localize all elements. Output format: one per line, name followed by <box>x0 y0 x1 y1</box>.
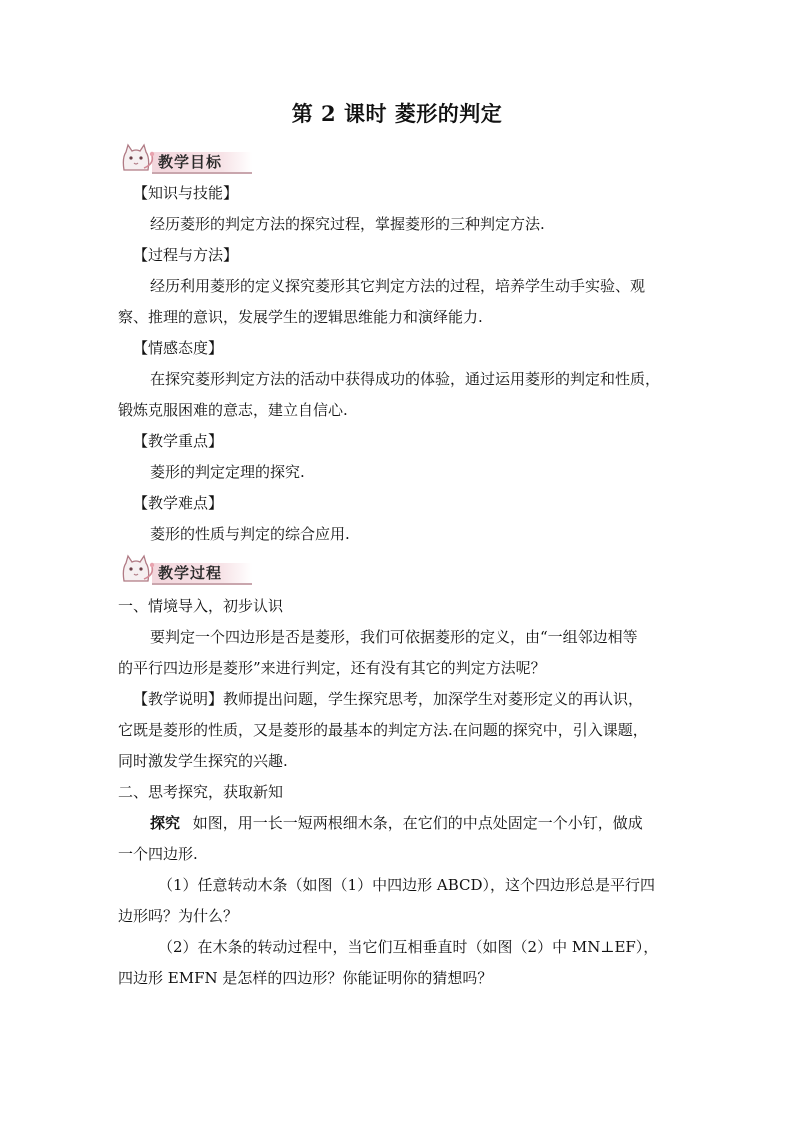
text-line: 在探究菱形判定方法的活动中获得成功的体验，通过运用菱形的判定和性质， <box>150 370 661 388</box>
text-line: 经历菱形的判定方法的探究过程，掌握菱形的三种判定方法. <box>150 215 545 233</box>
section-label-process: 教学过程 <box>158 564 223 582</box>
cat-mascot-icon <box>118 553 158 587</box>
text-line: 一、情境导入，初步认识 <box>118 597 284 615</box>
text-line: 边形吗？为什么？ <box>118 907 239 925</box>
text-line: 察、推理的意识，发展学生的逻辑思维能力和演绎能力. <box>118 308 483 326</box>
text-line: （2）在木条的转动过程中，当它们互相垂直时（如图（2）中 MN⊥EF）， <box>158 938 659 956</box>
text-line: 【情感态度】 <box>133 339 224 357</box>
text-line: 【知识与技能】 <box>133 184 239 202</box>
section-label-goals: 教学目标 <box>158 153 223 171</box>
text-line: （1）任意转动木条（如图（1）中四边形 ABCD），这个四边形总是平行四 <box>158 876 655 894</box>
text-line: 【过程与方法】 <box>133 246 239 264</box>
text-line: 【教学难点】 <box>133 494 224 512</box>
text-line: 【教学说明】教师提出问题，学生探究思考，加深学生对菱形定义的再认识， <box>133 690 644 708</box>
text-line <box>150 813 643 833</box>
text-line: 经历利用菱形的定义探究菱形其它判定方法的过程，培养学生动手实验、观 <box>150 277 646 295</box>
section-header-goals <box>118 142 258 176</box>
text-line: 同时激发学生探究的兴趣. <box>118 752 288 770</box>
explore-text: 如图，用一长一短两根细木条，在它们的中点处固定一个小钉，做成 <box>192 814 643 832</box>
text-line: 一个四边形. <box>118 845 198 863</box>
page-title: 第 2 课时 菱形的判定 <box>291 101 503 126</box>
section-header-process <box>118 553 258 587</box>
text-line: 二、思考探究，获取新知 <box>118 783 284 801</box>
text-line: 菱形的性质与判定的综合应用. <box>150 525 350 543</box>
text-line: 四边形 EMFN 是怎样的四边形？你能证明你的猜想吗？ <box>118 969 493 987</box>
text-line: 菱形的判定定理的探究. <box>150 463 305 481</box>
text-line: 锻炼克服困难的意志，建立自信心. <box>118 401 348 419</box>
text-line: 的平行四边形是菱形”来进行判定，还有没有其它的判定方法呢？ <box>118 659 546 677</box>
explore-label: 探究 <box>150 814 181 832</box>
cat-mascot-icon <box>118 142 158 176</box>
text-line: 【教学重点】 <box>133 432 224 450</box>
text-line: 它既是菱形的性质，又是菱形的最基本的判定方法.在问题的探究中，引入课题， <box>118 721 648 739</box>
text-line: 要判定一个四边形是否是菱形，我们可依据菱形的定义，由“一组邻边相等 <box>150 628 638 646</box>
